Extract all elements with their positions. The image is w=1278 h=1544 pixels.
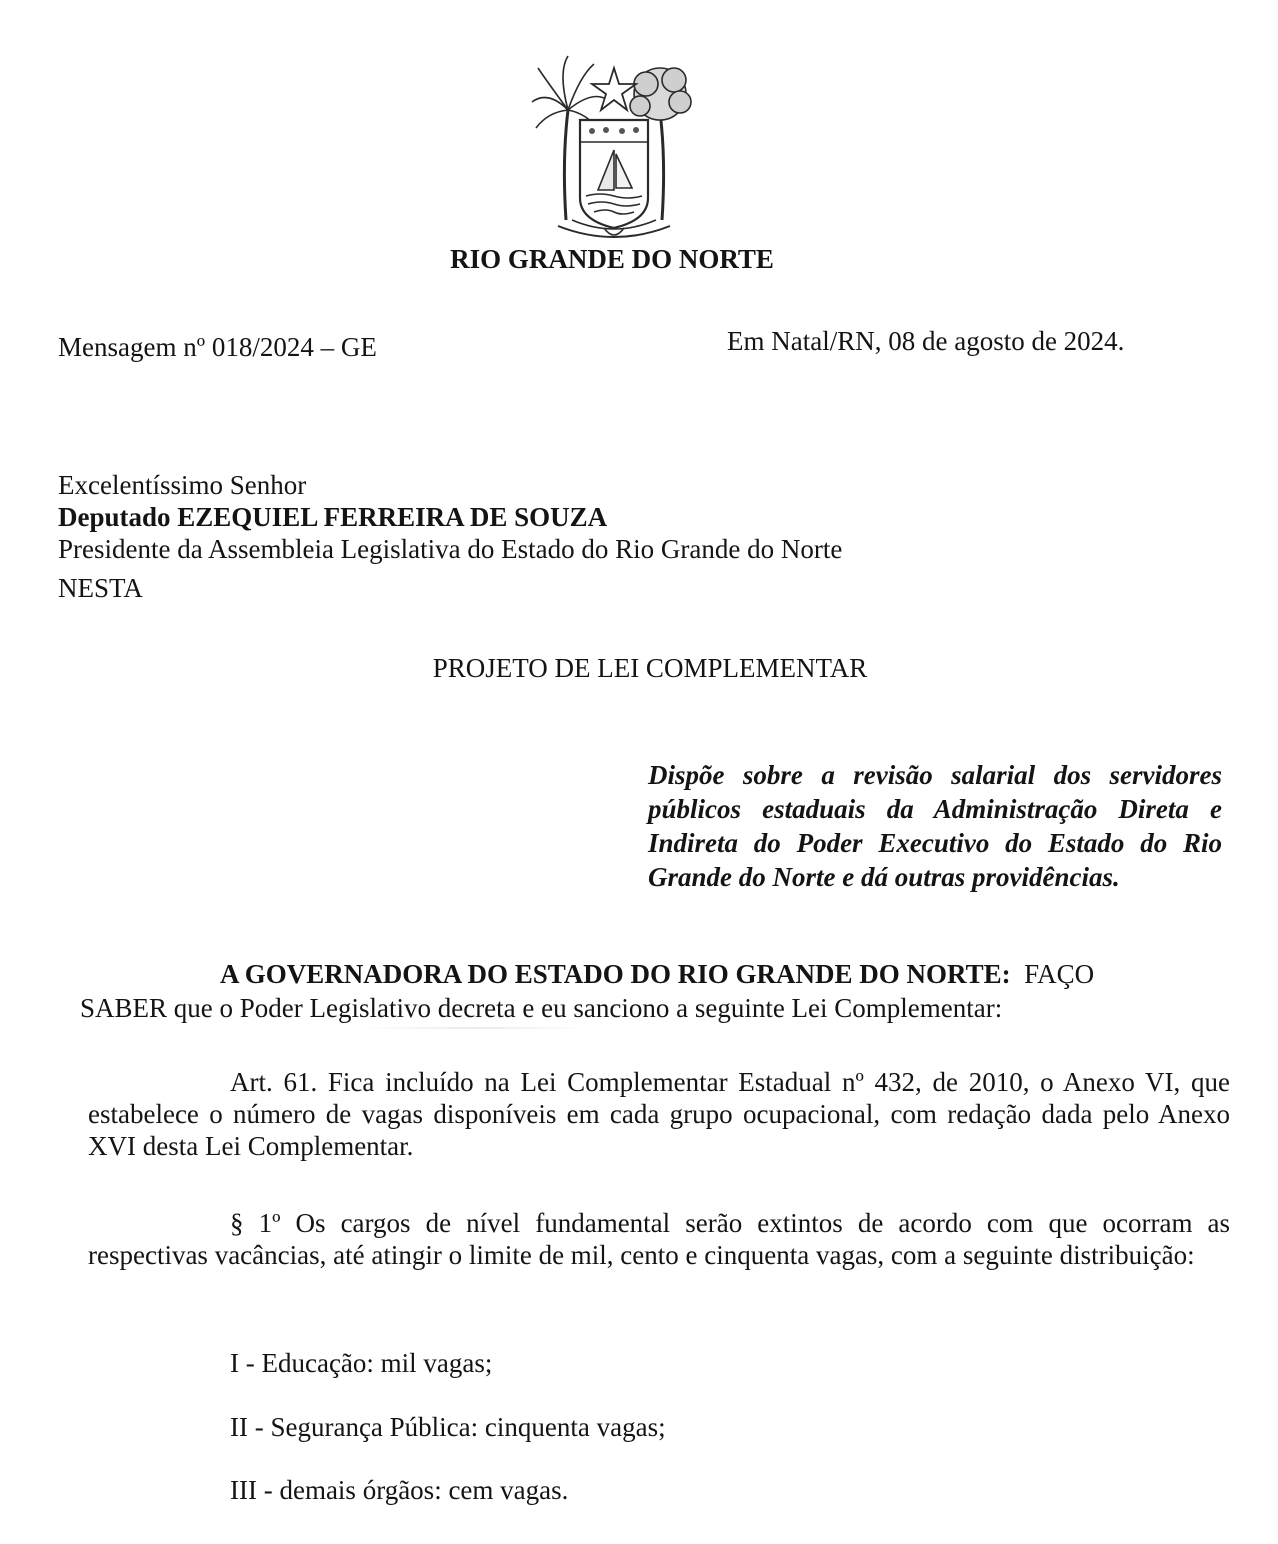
- ementa-summary: Dispõe sobre a revisão salarial dos servidores públicos estaduais da Administração Direta e Indireta do Poder Executivo do Estado do Rio Grande do Norte e dá outras providências.: [648, 760, 1222, 892]
- message-number: Mensagem nº 018/2024 – GE: [58, 332, 377, 362]
- article-61-paragraph: Art. 61. Fica incluído na Lei Complementar Estadual nº 432, de 2010, o Anexo VI, que estabelece o número de vagas disponíveis em cada grupo ocupacional, com redação dada pelo Anexo XVI desta Lei Complementar.: [88, 1067, 1230, 1161]
- preamble-line-1-rest: FAÇO: [1024, 959, 1095, 989]
- article-61-section-1: § 1º Os cargos de nível fundamental serão extintos de acordo com que ocorram as respectivas vacâncias, até atingir o limite de mil, cento e cinquenta vagas, com a seguinte distribuição:: [88, 1208, 1230, 1270]
- list-item: II - Segurança Pública: cinquenta vagas;: [230, 1412, 666, 1442]
- addressee-greeting: Excelentíssimo Senhor: [58, 470, 307, 500]
- addressee-title: Presidente da Assembleia Legislativa do Estado do Rio Grande do Norte: [58, 534, 843, 564]
- document-type-heading: PROJETO DE LEI COMPLEMENTAR: [432, 653, 868, 683]
- scan-artifact-divider: [360, 1027, 590, 1029]
- addressee-place: NESTA: [58, 573, 143, 603]
- preamble-line-1: [220, 959, 1094, 990]
- message-date: Em Natal/RN, 08 de agosto de 2024.: [727, 326, 1125, 356]
- list-item: III - demais órgãos: cem vagas.: [230, 1475, 569, 1505]
- list-item: I - Educação: mil vagas;: [230, 1348, 493, 1378]
- preamble-line-2: SABER que o Poder Legislativo decreta e eu sanciono a seguinte Lei Complementar:: [80, 993, 1003, 1023]
- state-name-heading: RIO GRANDE DO NORTE: [450, 244, 774, 274]
- coat-of-arms-icon: [528, 50, 700, 245]
- addressee-name: Deputado EZEQUIEL FERREIRA DE SOUZA: [58, 502, 608, 532]
- preamble-authority: A GOVERNADORA DO ESTADO DO RIO GRANDE DO NORTE:: [220, 959, 1011, 989]
